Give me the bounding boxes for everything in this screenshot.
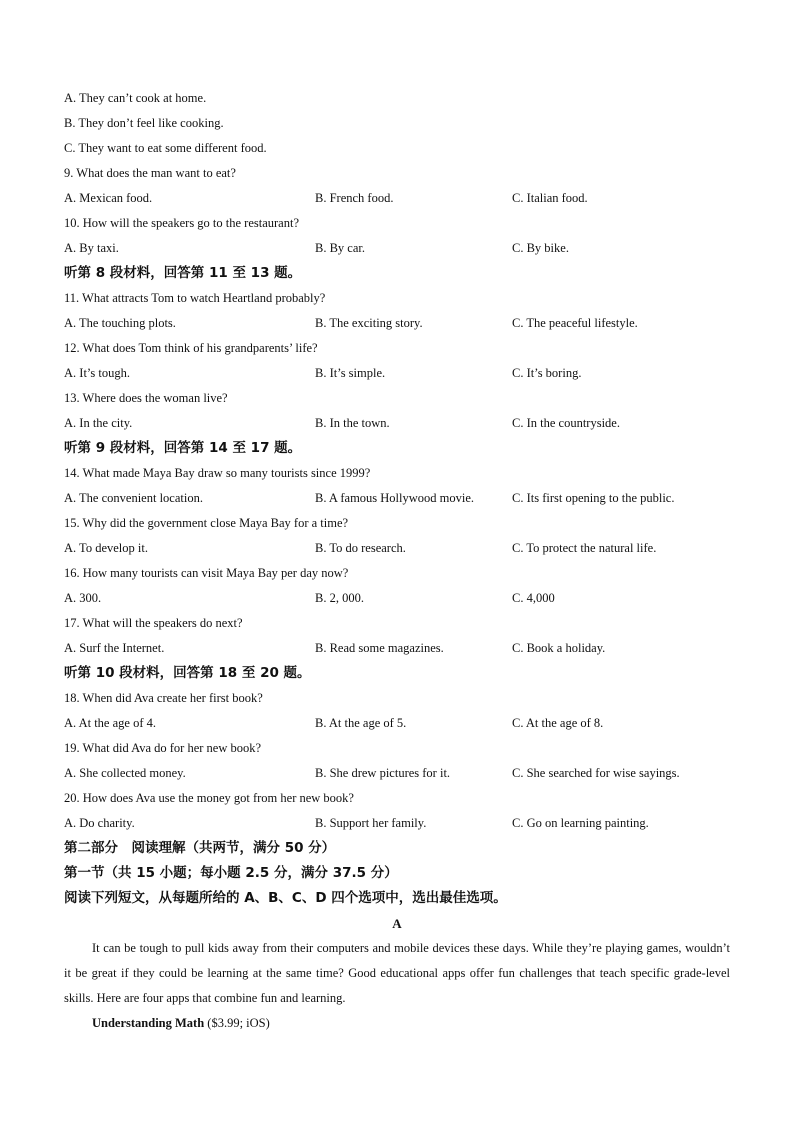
- options-row: [64, 361, 730, 386]
- passage-label: A: [392, 916, 402, 931]
- option-b: B. Read some magazines.: [315, 641, 444, 655]
- option-c: C. Book a holiday.: [512, 641, 606, 655]
- question-text: 19. What did Ava do for her new book?: [64, 741, 262, 755]
- option-b: B. 2, 000.: [315, 591, 364, 605]
- option-a: A. Mexican food.: [64, 191, 153, 205]
- option-line: C. They want to eat some different food.: [64, 141, 267, 155]
- options-row: [64, 636, 730, 661]
- section-heading: 第一节（共 15 小题；每小题 2.5 分，满分 37.5 分）: [64, 865, 398, 881]
- part-heading: 第二部分 阅读理解（共两节，满分 50 分）: [64, 840, 336, 856]
- option-c: C. To protect the natural life.: [512, 541, 657, 555]
- section-heading: 听第 9 段材料，回答第 14 至 17 题。: [64, 440, 302, 456]
- option-c: C. Italian food.: [512, 191, 588, 205]
- option-c: C. Go on learning painting.: [512, 816, 649, 830]
- section-heading: 听第 8 段材料，回答第 11 至 13 题。: [64, 265, 302, 281]
- instruction: 阅读下列短文，从每题所给的 A、B、C、D 四个选项中，选出最佳选项。: [64, 890, 507, 906]
- option-b: B. It’s simple.: [315, 366, 386, 380]
- option-b: B. A famous Hollywood movie.: [315, 491, 475, 505]
- option-b: B. She drew pictures for it.: [315, 766, 451, 780]
- option-b: B. French food.: [315, 191, 394, 205]
- options-row: [64, 586, 730, 611]
- options-row: [64, 811, 730, 836]
- passage-paragraph: It can be tough to pull kids away from their computers and mobile devices these days. While they’re playing games, wouldn’t it be great if they could be learning at the same time? Good educational apps offer fun challenges that teach specific grade-level skills. Here are four apps that combine fun and learning.: [64, 941, 730, 1005]
- option-a: A. The touching plots.: [64, 316, 176, 330]
- option-b: B. The exciting story.: [315, 316, 423, 330]
- options-row: [64, 536, 730, 561]
- option-a: A. It’s tough.: [64, 366, 130, 380]
- option-a: A. Do charity.: [64, 816, 135, 830]
- section-heading: 听第 10 段材料，回答第 18 至 20 题。: [64, 665, 311, 681]
- option-c: C. In the countryside.: [512, 416, 620, 430]
- option-b: B. Support her family.: [315, 816, 427, 830]
- option-a: A. 300.: [64, 591, 102, 605]
- question-text: 13. Where does the woman live?: [64, 391, 228, 405]
- option-c: C. The peaceful lifestyle.: [512, 316, 638, 330]
- app-info: ($3.99; iOS): [207, 1016, 270, 1030]
- option-a: A. At the age of 4.: [64, 716, 156, 730]
- option-a: A. She collected money.: [64, 766, 186, 780]
- option-a: A. In the city.: [64, 416, 133, 430]
- question-text: 20. How does Ava use the money got from her new book?: [64, 791, 354, 805]
- question-text: 10. How will the speakers go to the restaurant?: [64, 216, 300, 230]
- question-text: 11. What attracts Tom to watch Heartland probably?: [64, 291, 326, 305]
- options-row: [64, 186, 730, 211]
- option-c: C. At the age of 8.: [512, 716, 604, 730]
- option-line: B. They don’t feel like cooking.: [64, 116, 224, 130]
- options-row: [64, 311, 730, 336]
- option-c: C. It’s boring.: [512, 366, 582, 380]
- app-heading: [64, 1011, 730, 1036]
- options-row: [64, 411, 730, 436]
- option-a: A. The convenient location.: [64, 491, 203, 505]
- option-b: B. In the town.: [315, 416, 390, 430]
- exam-page: [64, 86, 730, 1036]
- option-a: A. Surf the Internet.: [64, 641, 165, 655]
- option-a: A. By taxi.: [64, 241, 119, 255]
- question-text: 14. What made Maya Bay draw so many tourists since 1999?: [64, 466, 371, 480]
- question-text: 15. Why did the government close Maya Bay for a time?: [64, 516, 349, 530]
- option-b: B. At the age of 5.: [315, 716, 407, 730]
- option-c: C. 4,000: [512, 591, 555, 605]
- question-text: 9. What does the man want to eat?: [64, 166, 236, 180]
- option-a: A. To develop it.: [64, 541, 148, 555]
- option-b: B. To do research.: [315, 541, 406, 555]
- question-text: 12. What does Tom think of his grandparents’ life?: [64, 341, 318, 355]
- options-row: [64, 711, 730, 736]
- question-text: 18. When did Ava create her first book?: [64, 691, 263, 705]
- question-text: 16. How many tourists can visit Maya Bay per day now?: [64, 566, 349, 580]
- question-text: 17. What will the speakers do next?: [64, 616, 243, 630]
- option-c: C. She searched for wise sayings.: [512, 766, 680, 780]
- option-c: C. Its first opening to the public.: [512, 491, 675, 505]
- app-name: Understanding Math: [92, 1016, 205, 1030]
- option-c: C. By bike.: [512, 241, 569, 255]
- options-row: [64, 236, 730, 261]
- option-line: A. They can’t cook at home.: [64, 91, 207, 105]
- options-row: [64, 761, 730, 786]
- option-b: B. By car.: [315, 241, 365, 255]
- options-row: [64, 486, 730, 511]
